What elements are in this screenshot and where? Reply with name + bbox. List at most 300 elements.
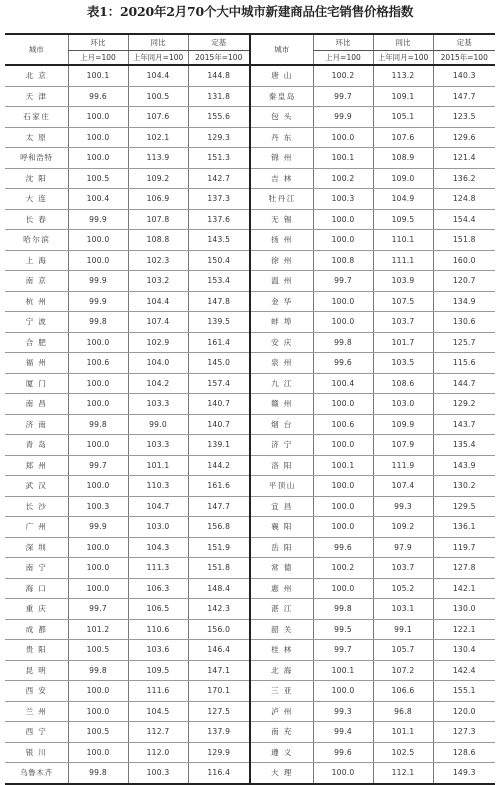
- mom-cell-left: 100.0: [68, 476, 128, 497]
- city-cell-left: 杭州: [5, 291, 68, 312]
- base-cell-left: 147.8: [188, 291, 250, 312]
- city-cell-right: 三亚: [250, 681, 313, 702]
- base-cell-left: 156.8: [188, 517, 250, 538]
- yoy-cell-right: 112.1: [373, 763, 433, 784]
- table-row: [5, 496, 495, 517]
- base-cell-left: 139.5: [188, 312, 250, 333]
- mom-cell-right: 99.4: [313, 722, 373, 743]
- table-row: [5, 517, 495, 538]
- header-yoy-sub-left: 上年同月=100: [128, 51, 188, 66]
- table-row: [5, 681, 495, 702]
- mom-cell-right: 99.3: [313, 701, 373, 722]
- city-cell-left: 石家庄: [5, 107, 68, 128]
- table-row: [5, 701, 495, 722]
- mom-cell-left: 99.8: [68, 763, 128, 784]
- mom-cell-right: 99.8: [313, 332, 373, 353]
- city-cell-right: 北海: [250, 660, 313, 681]
- mom-cell-left: 100.0: [68, 558, 128, 579]
- yoy-cell-right: 108.6: [373, 373, 433, 394]
- city-cell-left: 长春: [5, 209, 68, 230]
- base-cell-left: 155.6: [188, 107, 250, 128]
- mom-cell-right: 99.7: [313, 271, 373, 292]
- table-row: [5, 558, 495, 579]
- city-cell-right: 常德: [250, 558, 313, 579]
- city-cell-left: 成都: [5, 619, 68, 640]
- yoy-cell-left: 104.2: [128, 373, 188, 394]
- base-cell-right: 160.0: [433, 250, 495, 271]
- table-row: [5, 65, 495, 86]
- price-index-table: [5, 33, 495, 785]
- mom-cell-left: 100.0: [68, 742, 128, 763]
- mom-cell-right: 100.0: [313, 127, 373, 148]
- city-cell-left: 长沙: [5, 496, 68, 517]
- base-cell-right: 135.4: [433, 435, 495, 456]
- mom-cell-right: 100.0: [313, 681, 373, 702]
- base-cell-left: 151.9: [188, 537, 250, 558]
- city-cell-left: 南京: [5, 271, 68, 292]
- yoy-cell-left: 104.4: [128, 65, 188, 86]
- mom-cell-right: 100.6: [313, 414, 373, 435]
- table-header: [5, 34, 495, 65]
- city-cell-left: 昆明: [5, 660, 68, 681]
- mom-cell-left: 100.0: [68, 230, 128, 251]
- yoy-cell-right: 111.1: [373, 250, 433, 271]
- city-cell-right: 丹东: [250, 127, 313, 148]
- base-cell-right: 127.8: [433, 558, 495, 579]
- city-cell-left: 西安: [5, 681, 68, 702]
- base-cell-left: 131.8: [188, 86, 250, 107]
- yoy-cell-right: 96.8: [373, 701, 433, 722]
- base-cell-right: 123.5: [433, 107, 495, 128]
- base-cell-right: 154.4: [433, 209, 495, 230]
- city-cell-right: 烟台: [250, 414, 313, 435]
- base-cell-left: 148.4: [188, 578, 250, 599]
- mom-cell-right: 100.0: [313, 230, 373, 251]
- yoy-cell-left: 111.6: [128, 681, 188, 702]
- mom-cell-right: 99.7: [313, 640, 373, 661]
- mom-cell-left: 99.7: [68, 455, 128, 476]
- base-cell-right: 130.6: [433, 312, 495, 333]
- header-city-right: 城市: [250, 34, 313, 65]
- yoy-cell-right: 107.5: [373, 291, 433, 312]
- mom-cell-left: 100.5: [68, 168, 128, 189]
- base-cell-left: 137.9: [188, 722, 250, 743]
- mom-cell-left: 100.0: [68, 107, 128, 128]
- mom-cell-left: 100.0: [68, 537, 128, 558]
- base-cell-right: 129.6: [433, 127, 495, 148]
- city-cell-right: 徐州: [250, 250, 313, 271]
- city-cell-left: 南昌: [5, 394, 68, 415]
- city-cell-right: 岳阳: [250, 537, 313, 558]
- base-cell-right: 124.8: [433, 189, 495, 210]
- mom-cell-right: 100.2: [313, 558, 373, 579]
- city-cell-right: 韶关: [250, 619, 313, 640]
- yoy-cell-left: 111.3: [128, 558, 188, 579]
- base-cell-right: 140.3: [433, 65, 495, 86]
- table-row: [5, 250, 495, 271]
- base-cell-left: 147.1: [188, 660, 250, 681]
- base-cell-left: 129.9: [188, 742, 250, 763]
- mom-cell-right: 100.1: [313, 455, 373, 476]
- base-cell-left: 144.8: [188, 65, 250, 86]
- city-cell-left: 福州: [5, 353, 68, 374]
- mom-cell-right: 99.8: [313, 599, 373, 620]
- table-row: [5, 271, 495, 292]
- table-row: [5, 86, 495, 107]
- mom-cell-left: 99.6: [68, 86, 128, 107]
- city-cell-right: 唐山: [250, 65, 313, 86]
- mom-cell-right: 99.7: [313, 86, 373, 107]
- yoy-cell-left: 103.2: [128, 271, 188, 292]
- city-cell-left: 天津: [5, 86, 68, 107]
- yoy-cell-left: 110.6: [128, 619, 188, 640]
- yoy-cell-right: 107.2: [373, 660, 433, 681]
- header-yoy-left: 同比: [128, 34, 188, 51]
- mom-cell-left: 100.0: [68, 127, 128, 148]
- mom-cell-right: 100.0: [313, 763, 373, 784]
- city-cell-left: 沈阳: [5, 168, 68, 189]
- yoy-cell-left: 104.3: [128, 537, 188, 558]
- city-cell-right: 九江: [250, 373, 313, 394]
- base-cell-right: 129.2: [433, 394, 495, 415]
- base-cell-right: 136.2: [433, 168, 495, 189]
- mom-cell-left: 101.2: [68, 619, 128, 640]
- base-cell-right: 129.5: [433, 496, 495, 517]
- base-cell-right: 155.1: [433, 681, 495, 702]
- base-cell-left: 161.6: [188, 476, 250, 497]
- base-cell-left: 142.7: [188, 168, 250, 189]
- yoy-cell-left: 104.0: [128, 353, 188, 374]
- city-cell-left: 大连: [5, 189, 68, 210]
- header-row-1: [5, 34, 495, 51]
- city-cell-left: 济南: [5, 414, 68, 435]
- mom-cell-right: 100.2: [313, 65, 373, 86]
- table-row: [5, 599, 495, 620]
- yoy-cell-right: 109.2: [373, 517, 433, 538]
- yoy-cell-right: 105.1: [373, 107, 433, 128]
- mom-cell-left: 99.9: [68, 271, 128, 292]
- yoy-cell-left: 112.7: [128, 722, 188, 743]
- city-cell-right: 锦州: [250, 148, 313, 169]
- base-cell-left: 143.5: [188, 230, 250, 251]
- city-cell-left: 重庆: [5, 599, 68, 620]
- mom-cell-right: 99.6: [313, 742, 373, 763]
- base-cell-right: 136.1: [433, 517, 495, 538]
- yoy-cell-right: 111.9: [373, 455, 433, 476]
- yoy-cell-right: 109.1: [373, 86, 433, 107]
- base-cell-left: 116.4: [188, 763, 250, 784]
- yoy-cell-left: 110.3: [128, 476, 188, 497]
- city-cell-right: 温州: [250, 271, 313, 292]
- base-cell-right: 120.0: [433, 701, 495, 722]
- mom-cell-left: 100.0: [68, 435, 128, 456]
- table-row: [5, 742, 495, 763]
- table-row: [5, 763, 495, 784]
- base-cell-left: 156.0: [188, 619, 250, 640]
- base-cell-right: 121.4: [433, 148, 495, 169]
- city-cell-right: 宜昌: [250, 496, 313, 517]
- header-base-sub-right: 2015年=100: [433, 51, 495, 66]
- yoy-cell-right: 107.9: [373, 435, 433, 456]
- base-cell-left: 170.1: [188, 681, 250, 702]
- base-cell-right: 134.9: [433, 291, 495, 312]
- city-cell-right: 金华: [250, 291, 313, 312]
- yoy-cell-left: 107.8: [128, 209, 188, 230]
- yoy-cell-left: 106.9: [128, 189, 188, 210]
- city-cell-left: 上海: [5, 250, 68, 271]
- yoy-cell-left: 102.1: [128, 127, 188, 148]
- table-row: [5, 455, 495, 476]
- table-row: [5, 537, 495, 558]
- city-cell-left: 宁波: [5, 312, 68, 333]
- mom-cell-right: 99.6: [313, 537, 373, 558]
- city-cell-left: 太原: [5, 127, 68, 148]
- city-cell-left: 广州: [5, 517, 68, 538]
- mom-cell-left: 99.9: [68, 209, 128, 230]
- city-cell-left: 郑州: [5, 455, 68, 476]
- yoy-cell-right: 103.5: [373, 353, 433, 374]
- city-cell-right: 秦皇岛: [250, 86, 313, 107]
- base-cell-left: 129.3: [188, 127, 250, 148]
- header-mom-left: 环比: [68, 34, 128, 51]
- mom-cell-right: 100.0: [313, 312, 373, 333]
- base-cell-left: 137.3: [188, 189, 250, 210]
- city-cell-right: 蚌埠: [250, 312, 313, 333]
- yoy-cell-left: 101.1: [128, 455, 188, 476]
- city-cell-right: 平顶山: [250, 476, 313, 497]
- header-city-left: 城市: [5, 34, 68, 65]
- city-cell-right: 桂林: [250, 640, 313, 661]
- table-row: [5, 578, 495, 599]
- base-cell-right: 143.9: [433, 455, 495, 476]
- mom-cell-left: 100.4: [68, 189, 128, 210]
- mom-cell-left: 100.3: [68, 496, 128, 517]
- table-row: [5, 168, 495, 189]
- yoy-cell-left: 103.0: [128, 517, 188, 538]
- yoy-cell-right: 103.9: [373, 271, 433, 292]
- yoy-cell-right: 102.5: [373, 742, 433, 763]
- yoy-cell-left: 109.2: [128, 168, 188, 189]
- yoy-cell-right: 108.9: [373, 148, 433, 169]
- base-cell-left: 140.7: [188, 394, 250, 415]
- table-row: [5, 209, 495, 230]
- table-row: [5, 660, 495, 681]
- yoy-cell-right: 109.5: [373, 209, 433, 230]
- mom-cell-left: 99.7: [68, 599, 128, 620]
- yoy-cell-left: 103.3: [128, 394, 188, 415]
- mom-cell-right: 99.5: [313, 619, 373, 640]
- base-cell-right: 151.8: [433, 230, 495, 251]
- yoy-cell-left: 104.4: [128, 291, 188, 312]
- city-cell-left: 青岛: [5, 435, 68, 456]
- base-cell-right: 143.7: [433, 414, 495, 435]
- base-cell-left: 150.4: [188, 250, 250, 271]
- yoy-cell-right: 113.2: [373, 65, 433, 86]
- base-cell-left: 139.1: [188, 435, 250, 456]
- yoy-cell-right: 97.9: [373, 537, 433, 558]
- yoy-cell-right: 103.0: [373, 394, 433, 415]
- mom-cell-right: 100.3: [313, 189, 373, 210]
- mom-cell-left: 100.0: [68, 148, 128, 169]
- city-cell-right: 包头: [250, 107, 313, 128]
- base-cell-left: 161.4: [188, 332, 250, 353]
- city-cell-left: 厦门: [5, 373, 68, 394]
- header-mom-sub-left: 上月=100: [68, 51, 128, 66]
- mom-cell-left: 100.6: [68, 353, 128, 374]
- mom-cell-left: 99.9: [68, 291, 128, 312]
- yoy-cell-left: 100.3: [128, 763, 188, 784]
- header-mom-sub-right: 上月=100: [313, 51, 373, 66]
- base-cell-right: 147.7: [433, 86, 495, 107]
- mom-cell-right: 100.0: [313, 578, 373, 599]
- yoy-cell-right: 103.7: [373, 558, 433, 579]
- table-row: [5, 435, 495, 456]
- table-row: [5, 476, 495, 497]
- header-base-right: 定基: [433, 34, 495, 51]
- base-cell-left: 142.3: [188, 599, 250, 620]
- city-cell-left: 武汉: [5, 476, 68, 497]
- yoy-cell-left: 102.3: [128, 250, 188, 271]
- yoy-cell-right: 103.1: [373, 599, 433, 620]
- base-cell-right: 130.2: [433, 476, 495, 497]
- table-row: [5, 230, 495, 251]
- table-row: [5, 332, 495, 353]
- city-cell-right: 泉州: [250, 353, 313, 374]
- table-row: [5, 394, 495, 415]
- yoy-cell-left: 102.9: [128, 332, 188, 353]
- mom-cell-left: 100.5: [68, 640, 128, 661]
- base-cell-right: 125.7: [433, 332, 495, 353]
- table-row: [5, 291, 495, 312]
- table-row: [5, 189, 495, 210]
- yoy-cell-left: 107.4: [128, 312, 188, 333]
- mom-cell-right: 100.0: [313, 496, 373, 517]
- city-cell-right: 济宁: [250, 435, 313, 456]
- mom-cell-right: 100.1: [313, 148, 373, 169]
- mom-cell-left: 100.0: [68, 701, 128, 722]
- city-cell-left: 贵阳: [5, 640, 68, 661]
- city-cell-right: 南充: [250, 722, 313, 743]
- yoy-cell-left: 106.5: [128, 599, 188, 620]
- header-yoy-sub-right: 上年同月=100: [373, 51, 433, 66]
- city-cell-left: 兰州: [5, 701, 68, 722]
- base-cell-right: 149.3: [433, 763, 495, 784]
- city-cell-right: 牡丹江: [250, 189, 313, 210]
- mom-cell-left: 100.0: [68, 332, 128, 353]
- mom-cell-right: 100.0: [313, 435, 373, 456]
- table-row: [5, 312, 495, 333]
- yoy-cell-right: 110.1: [373, 230, 433, 251]
- mom-cell-left: 100.0: [68, 681, 128, 702]
- mom-cell-right: 99.6: [313, 353, 373, 374]
- yoy-cell-left: 104.5: [128, 701, 188, 722]
- mom-cell-right: 100.1: [313, 660, 373, 681]
- base-cell-right: 142.1: [433, 578, 495, 599]
- city-cell-right: 吉林: [250, 168, 313, 189]
- yoy-cell-left: 99.0: [128, 414, 188, 435]
- mom-cell-right: 100.0: [313, 291, 373, 312]
- base-cell-left: 145.0: [188, 353, 250, 374]
- city-cell-right: 湛江: [250, 599, 313, 620]
- base-cell-left: 151.8: [188, 558, 250, 579]
- table-row: [5, 373, 495, 394]
- city-cell-left: 南宁: [5, 558, 68, 579]
- base-cell-right: 128.6: [433, 742, 495, 763]
- base-cell-right: 127.3: [433, 722, 495, 743]
- city-cell-left: 呼和浩特: [5, 148, 68, 169]
- header-base-sub-left: 2015年=100: [188, 51, 250, 66]
- city-cell-left: 哈尔滨: [5, 230, 68, 251]
- base-cell-right: 130.4: [433, 640, 495, 661]
- base-cell-left: 137.6: [188, 209, 250, 230]
- table-row: [5, 619, 495, 640]
- mom-cell-left: 100.5: [68, 722, 128, 743]
- yoy-cell-right: 107.6: [373, 127, 433, 148]
- mom-cell-right: 100.8: [313, 250, 373, 271]
- city-cell-left: 深圳: [5, 537, 68, 558]
- table-row: [5, 414, 495, 435]
- yoy-cell-left: 108.8: [128, 230, 188, 251]
- base-cell-right: 120.7: [433, 271, 495, 292]
- mom-cell-left: 100.0: [68, 394, 128, 415]
- mom-cell-left: 100.0: [68, 250, 128, 271]
- table-row: [5, 107, 495, 128]
- base-cell-right: 119.7: [433, 537, 495, 558]
- yoy-cell-right: 105.2: [373, 578, 433, 599]
- mom-cell-right: 100.2: [313, 168, 373, 189]
- mom-cell-left: 100.0: [68, 373, 128, 394]
- mom-cell-left: 99.8: [68, 414, 128, 435]
- table-row: [5, 353, 495, 374]
- table-row: [5, 148, 495, 169]
- yoy-cell-right: 106.6: [373, 681, 433, 702]
- price-index-table-container: [5, 33, 495, 785]
- table-body: [5, 65, 495, 784]
- yoy-cell-left: 106.3: [128, 578, 188, 599]
- mom-cell-left: 99.9: [68, 517, 128, 538]
- base-cell-left: 153.4: [188, 271, 250, 292]
- yoy-cell-left: 103.6: [128, 640, 188, 661]
- base-cell-left: 146.4: [188, 640, 250, 661]
- mom-cell-left: 100.0: [68, 578, 128, 599]
- yoy-cell-right: 105.7: [373, 640, 433, 661]
- city-cell-right: 无锡: [250, 209, 313, 230]
- yoy-cell-right: 109.9: [373, 414, 433, 435]
- table-row: [5, 722, 495, 743]
- city-cell-left: 海口: [5, 578, 68, 599]
- mom-cell-right: 100.4: [313, 373, 373, 394]
- city-cell-right: 惠州: [250, 578, 313, 599]
- table-title: 表1：2020年2月70个大中城市新建商品住宅销售价格指数: [86, 4, 414, 19]
- base-cell-left: 157.4: [188, 373, 250, 394]
- mom-cell-right: 100.0: [313, 209, 373, 230]
- yoy-cell-left: 103.3: [128, 435, 188, 456]
- base-cell-right: 130.0: [433, 599, 495, 620]
- base-cell-left: 151.3: [188, 148, 250, 169]
- city-cell-right: 赣州: [250, 394, 313, 415]
- yoy-cell-left: 104.7: [128, 496, 188, 517]
- mom-cell-left: 99.8: [68, 312, 128, 333]
- mom-cell-right: 100.0: [313, 517, 373, 538]
- yoy-cell-left: 112.0: [128, 742, 188, 763]
- header-yoy-right: 同比: [373, 34, 433, 51]
- city-cell-right: 洛阳: [250, 455, 313, 476]
- city-cell-right: 大理: [250, 763, 313, 784]
- base-cell-left: 140.7: [188, 414, 250, 435]
- header-mom-right: 环比: [313, 34, 373, 51]
- table-row: [5, 127, 495, 148]
- mom-cell-right: 100.0: [313, 476, 373, 497]
